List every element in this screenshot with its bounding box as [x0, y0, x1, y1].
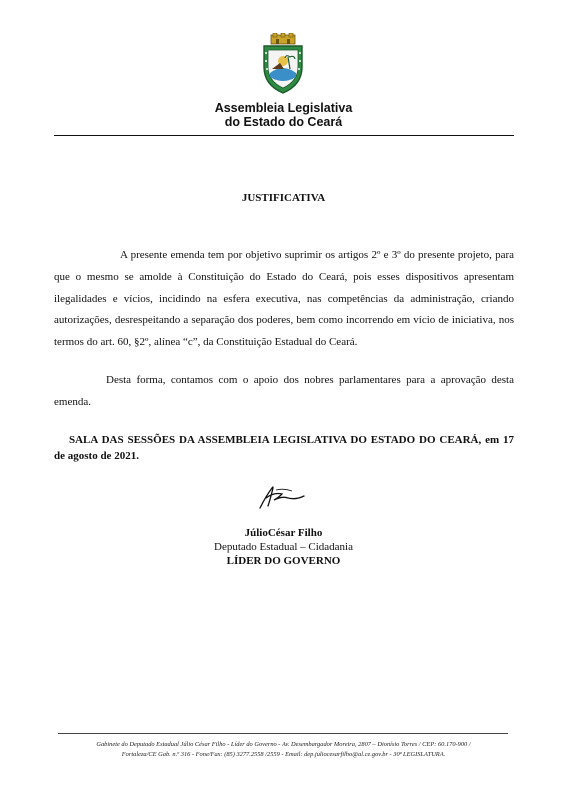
footer-address-line1: Gabinete do Deputado Estadual Júlio César Filho - Líder do Governo - Av. Desembargador Moreira, 2807 – Dionísio Torres / CEP: 60.170-900 / [96, 741, 471, 748]
header-divider [54, 135, 514, 136]
org-name-line2: do Estado do Ceará [224, 115, 343, 129]
document-title: JUSTIFICATIVA [241, 192, 326, 204]
ceara-coat-of-arms-icon [258, 33, 308, 95]
signatory-role: Deputado Estadual – Cidadania [214, 541, 353, 553]
footer-address-line2: Fortaleza/CE Gab. n.º 316 - Fone/Fax: (85) 3277.2558 /2559 - Email: dep.juliocesarfilho@al.ce.gov.br - 30ª LEGISLATURA. [121, 751, 446, 758]
handwritten-signature [252, 482, 322, 512]
justification-paragraph: A presente emenda tem por objetivo suprimir os artigos 2º e 3º do presente projeto, para que o mesmo se amolde à Constituição do Estado do Ceará, pois esses dispositivos apresentam ilegalidades e vícios, incidindo na esfera executiva, nas competências da administração, criando autorizações, desrespeitando a separação dos poderes, bem como incorrendo em vício de iniciativa, nos termos do art. 60, §2º, alínea “c”, da Constituição Estadual do Ceará. [54, 249, 514, 349]
support-paragraph: Desta forma, contamos com o apoio dos nobres parlamentares para a aprovação desta emenda. [54, 374, 514, 408]
closing-statement: SALA DAS SESSÕES DA ASSEMBLEIA LEGISLATIVA DO ESTADO DO CEARÁ, em 17 de agosto de 2021. [54, 434, 514, 462]
signatory-name: JúlioCésar Filho [244, 527, 323, 539]
footer-divider [58, 733, 508, 734]
signatory-position: LÍDER DO GOVERNO [226, 555, 341, 567]
org-name-line1: Assembleia Legislativa [214, 101, 353, 115]
